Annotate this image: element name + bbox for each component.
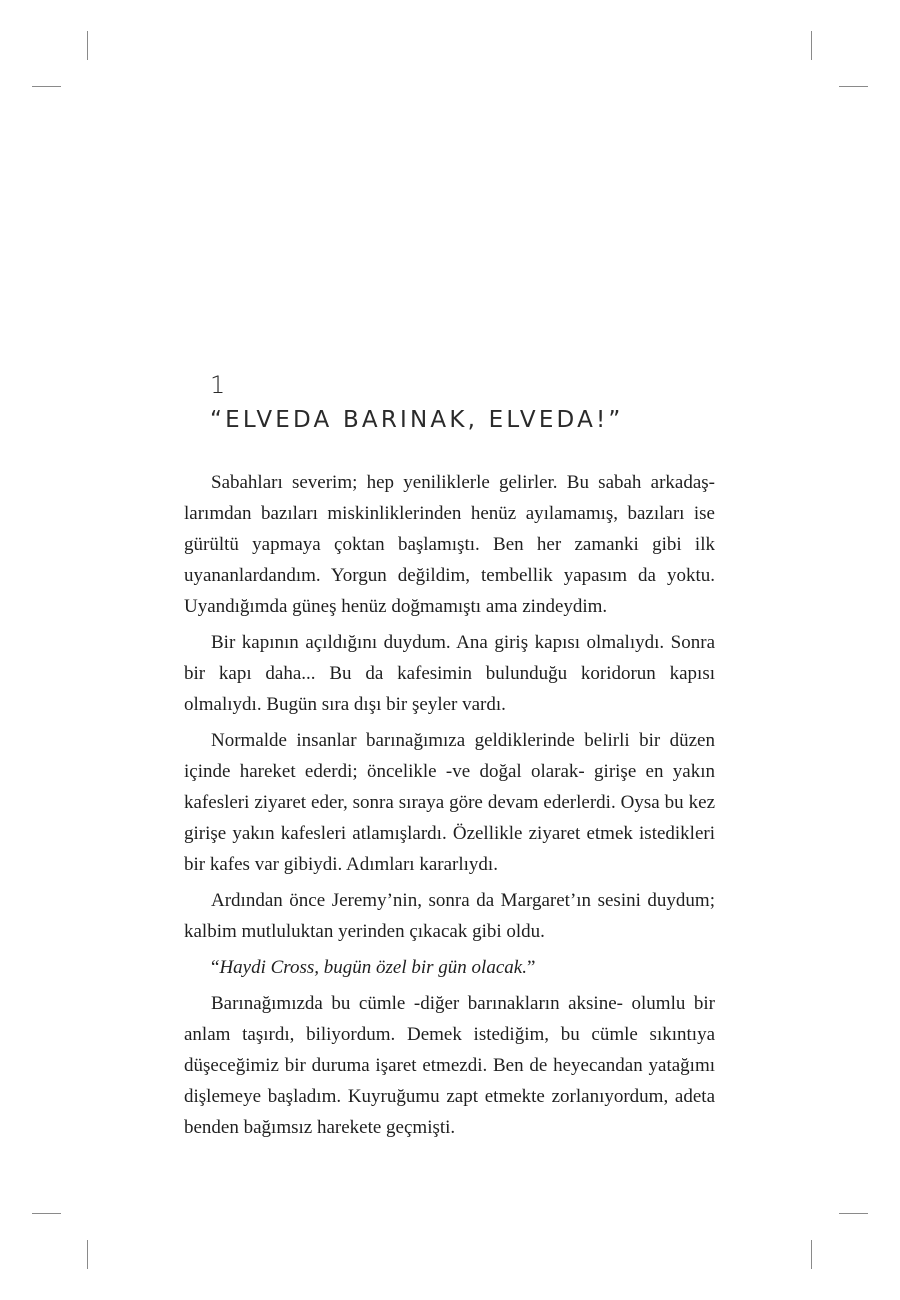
paragraph-1: Sabahları severim; hep yeniliklerle gelirler. Bu sabah arkadaşlarımdan bazıları miskinliklerinden henüz ayılamamış, bazıları ise gürültü yapmaya çoktan başlamıştı. Ben her zamanki gibi ilk uyananlardandım. Yorgun değildim, tembellik yapasım da yoktu. Uyandığımda güneş henüz doğmamıştı ama zindeydim. [184, 472, 715, 617]
crop-mark-bottom-right-horizontal [839, 1213, 868, 1214]
dialogue-open-quote: “ [211, 957, 220, 978]
chapter-number: 1 [210, 371, 226, 399]
crop-mark-bottom-left-vertical [87, 1240, 88, 1269]
crop-mark-top-left-vertical [87, 31, 88, 60]
paragraph-2: Bir kapının açıldığını duydum. Ana giriş kapısı olmalıydı. Sonra bir kapı daha... Bu da kafesimin bulunduğu koridorun kapısı olmalıydı. Bugün sıra dışı bir şeyler vardı. [184, 632, 715, 715]
crop-mark-top-right-horizontal [839, 86, 868, 87]
crop-mark-bottom-left-horizontal [32, 1213, 61, 1214]
chapter-title: “ELVEDA BARINAK, ELVEDA!” [210, 407, 624, 433]
body-text [184, 467, 715, 1148]
crop-mark-top-left-horizontal [32, 86, 61, 87]
crop-mark-bottom-right-vertical [811, 1240, 812, 1269]
paragraph-4: Ardından önce Jeremy’nin, sonra da Margaret’ın sesini duydum; kalbim mutluluktan yerinden çıkacak gibi oldu. [184, 890, 715, 942]
dialogue-text: Haydi Cross, bugün özel bir gün olacak. [219, 957, 527, 978]
dialogue-close-quote: ” [526, 957, 536, 978]
dialogue-line [184, 952, 715, 983]
crop-mark-top-right-vertical [811, 31, 812, 60]
paragraph-3: Normalde insanlar barınağımıza geldiklerinde belirli bir düzen içinde hareket ederdi; öncelikle -ve doğal olarak- girişe en yakın kafesleri ziyaret eder, sonra sıraya göre devam ederlerdi. Oysa bu kez girişe yakın kafesleri atlamışlardı. Özellikle ziyaret etmek istedikleri bir kafes var gibiydi. Adımları kararlıydı. [184, 730, 715, 875]
paragraph-5: Barınağımızda bu cümle -diğer barınakların aksine- olumlu bir anlam taşırdı, biliyordum. Demek istediğim, bu cümle sıkıntıya düşeceğimiz bir duruma işaret etmezdi. Ben de heyecandan yatağımı dişlemeye başladım. Kuyruğumu zapt etmekte zorlanıyordum, adeta benden bağımsız harekete geçmişti. [184, 993, 715, 1138]
chapter-heading [210, 372, 730, 434]
